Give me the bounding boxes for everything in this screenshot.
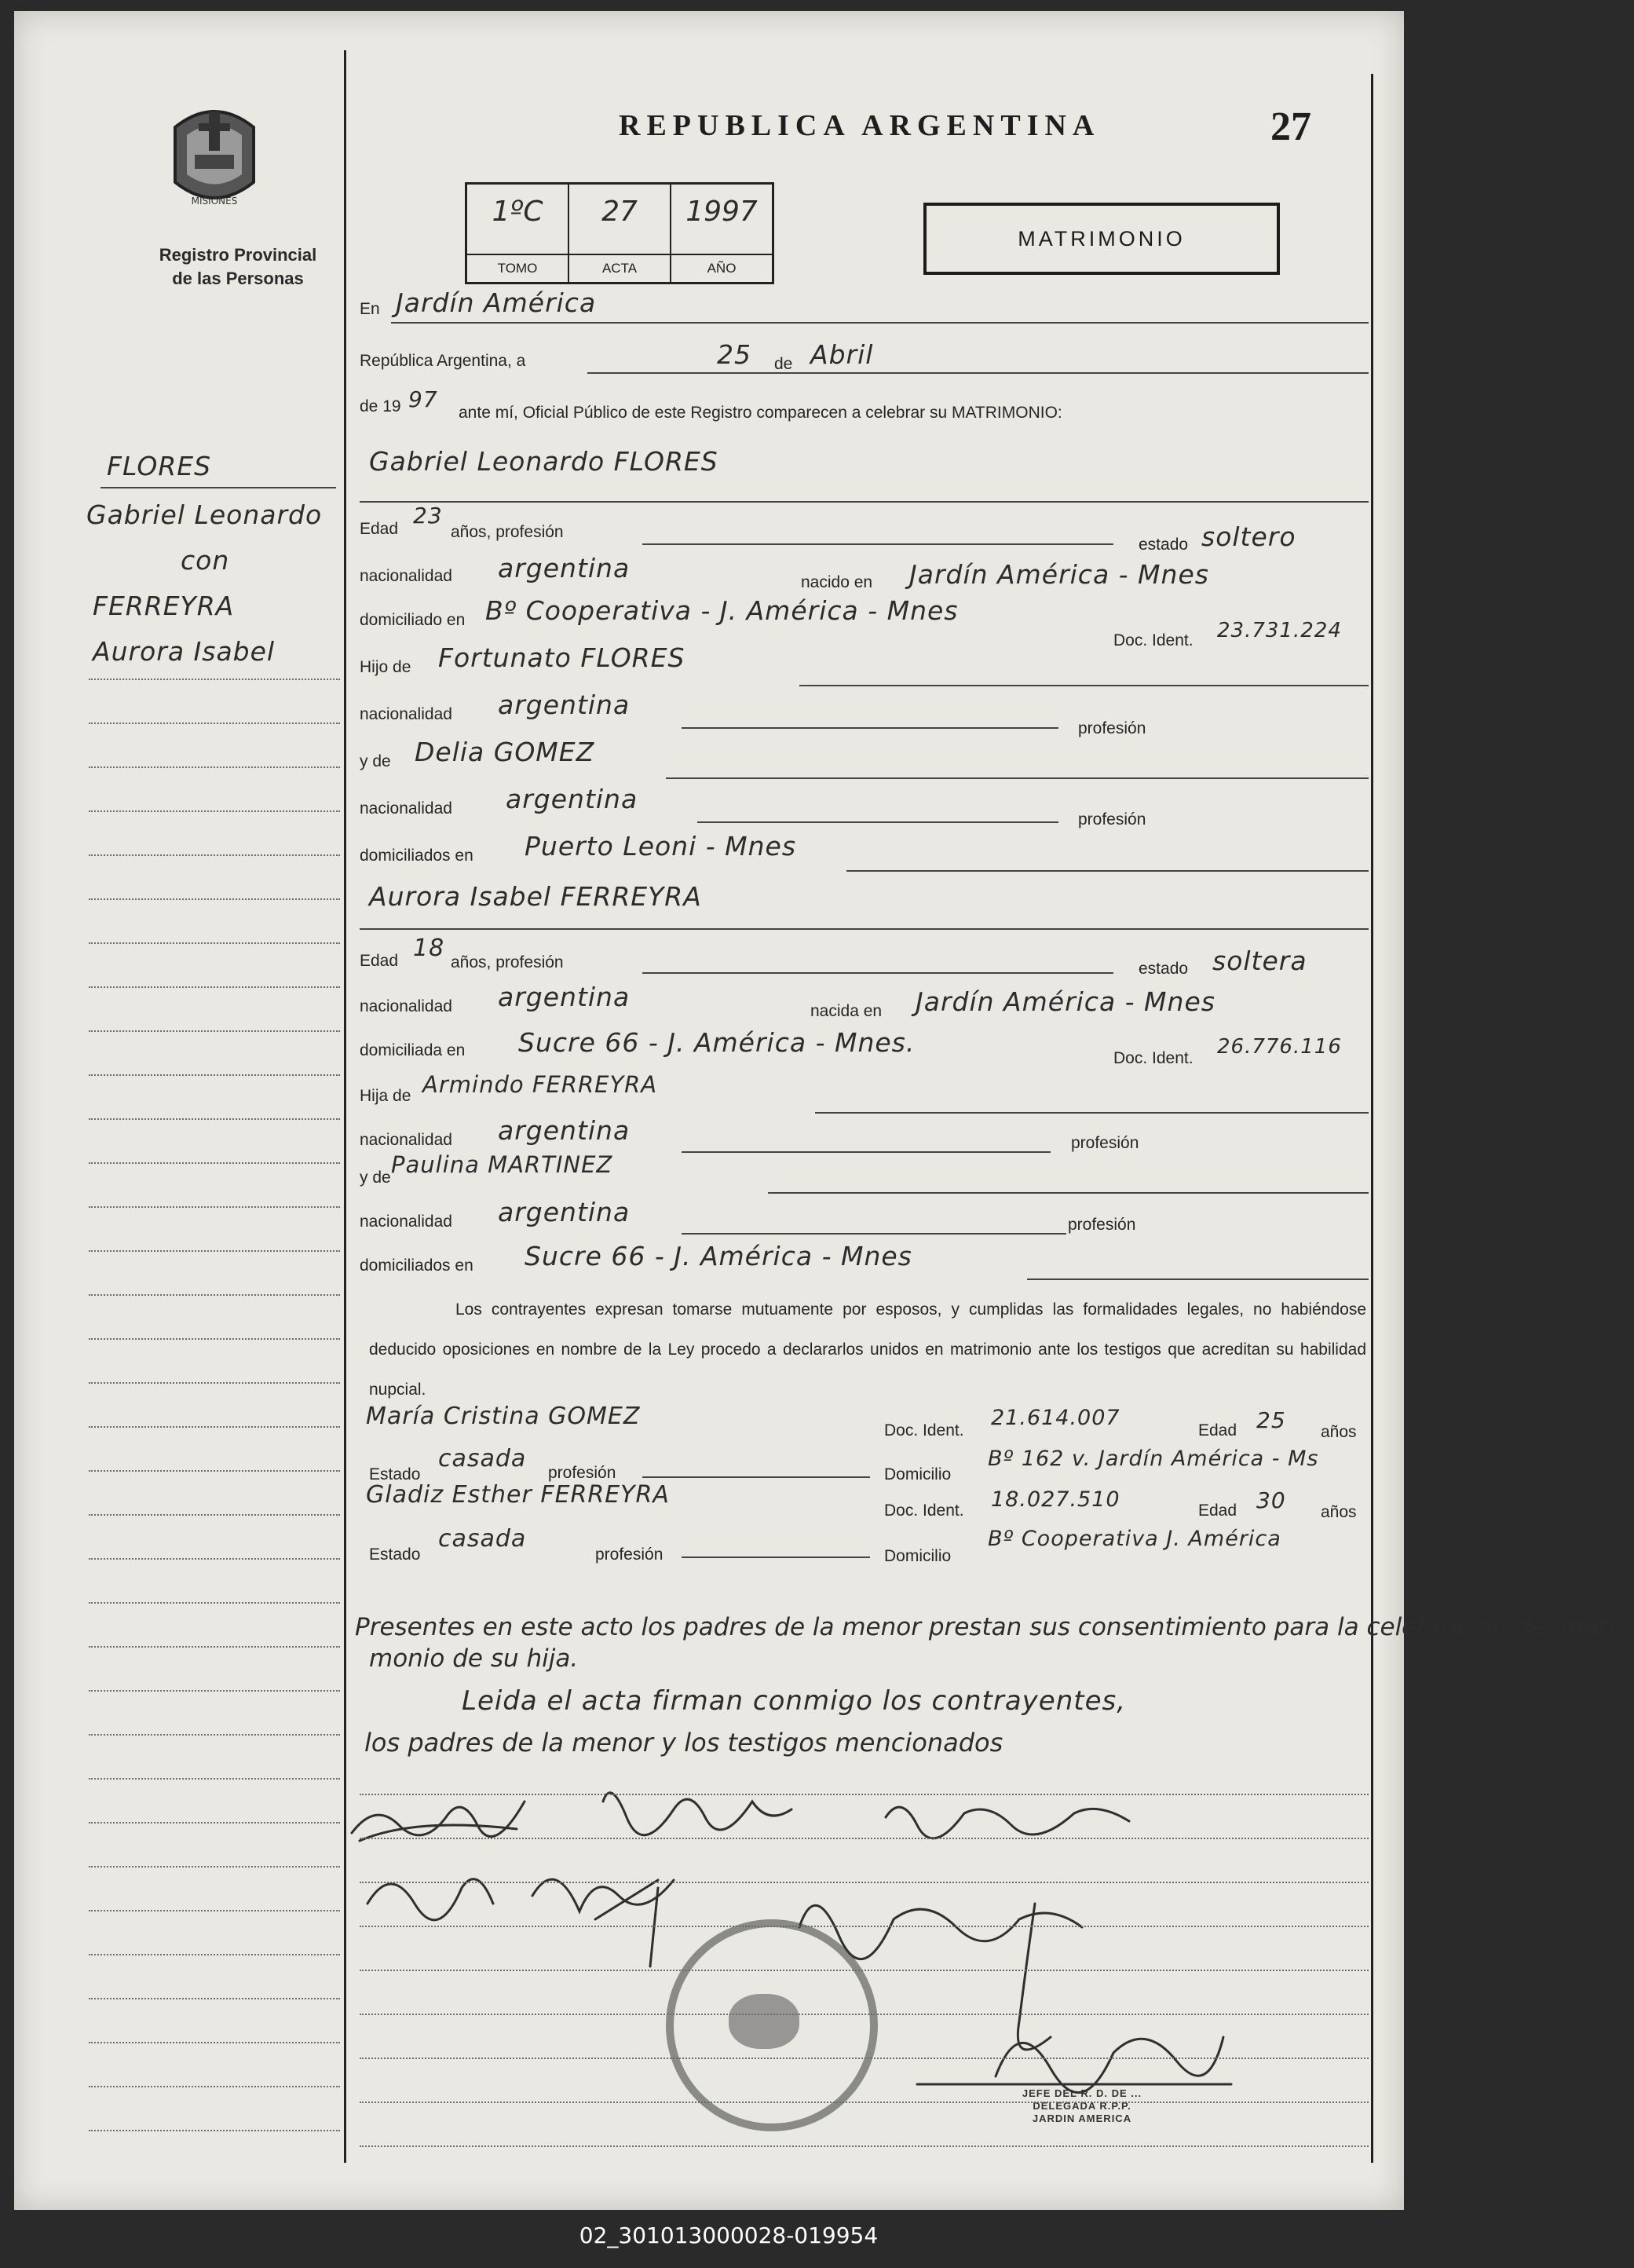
tomo-cell: 1ºC TOMO (467, 185, 569, 282)
footer-code: 02_301013000028-019954 (579, 2222, 879, 2248)
page-title: REPUBLICA ARGENTINA (619, 109, 1101, 142)
ruled-line (89, 986, 340, 988)
margin-surname-2: FERREYRA (93, 591, 235, 621)
svg-text:MISIONES: MISIONES (191, 196, 238, 207)
ruled-line (89, 2042, 340, 2043)
margin-given-names: Gabriel Leonardo (86, 499, 323, 530)
ruled-line (89, 1734, 340, 1736)
provincial-emblem-icon (163, 96, 265, 221)
ruled-line (89, 1602, 340, 1604)
place-field: Jardín América (396, 287, 597, 318)
ruled-line (89, 1030, 340, 1032)
bride-name: Aurora Isabel FERREYRA (369, 881, 702, 912)
ruled-line (89, 1514, 340, 1516)
ruled-line (89, 1470, 340, 1472)
ruled-line (89, 810, 340, 812)
page-number: 27 (1270, 104, 1311, 149)
registry-name: Registro Provincial de las Personas (159, 245, 317, 288)
ruled-line (360, 1926, 1369, 1927)
declaration-text: Los contrayentes expresan tomarse mutuamente por esposos, y cumplidas las formalidades legales, no habiéndose deducido oposiciones en nombre de la Ley procedo a declararlos unidos en matrimonio ante los testigos que acreditan su habilidad nupcial. (369, 1300, 1366, 1399)
month-field: Abril (810, 339, 874, 370)
ruled-line (89, 1866, 340, 1867)
ruled-line (360, 2014, 1369, 2015)
ruled-line (89, 1954, 340, 1955)
ruled-line (89, 1294, 340, 1296)
ruled-line (89, 1558, 340, 1560)
ruled-line (89, 1822, 340, 1824)
ruled-line (89, 942, 340, 944)
ruled-line (89, 722, 340, 724)
ruled-line (89, 2086, 340, 2087)
ruled-line (89, 1690, 340, 1692)
ruled-line (89, 1998, 340, 1999)
ruled-line (360, 2145, 1369, 2147)
document-type-box: MATRIMONIO (923, 203, 1280, 275)
ruled-line (89, 1074, 340, 1076)
ruled-line (360, 1838, 1369, 1839)
note-line-1: Presentes en este acto los padres de la menor prestan sus consentimiento para la celebración del matri- (355, 1613, 1634, 1641)
ruled-line (89, 1646, 340, 1648)
note-line-4: los padres de la menor y los testigos mencionados (364, 1728, 1003, 1758)
ruled-line (89, 1206, 340, 1208)
ruled-line (360, 1794, 1369, 1795)
ruled-line (89, 1910, 340, 1911)
ruled-line (89, 898, 340, 900)
ruled-line (89, 1778, 340, 1780)
ruled-line (89, 766, 340, 768)
ano-cell: 1997 AÑO (671, 185, 772, 282)
right-rule (1371, 74, 1373, 2163)
official-stamp: JEFE DEL R. D. DE ... DELEGADA R.P.P. JARDIN AMERICA (1022, 2087, 1142, 2124)
ruled-line (89, 1338, 340, 1340)
ruled-line (360, 2102, 1369, 2103)
register-page: MISIONES Registro Provincial de las Personas REPUBLICA ARGENTINA 27 1ºC TOMO 27 ACTA 1997 AÑO MATRIMONIO FLORES Gabriel Leonardo con FERREYRA Aurora Isabel En Jardín América República Argentina, a 25 de Abril de 19 97 ante mí, Oficial Público de este Registro comparecen a celebrar su MATRIMONIO: Gabriel Leonardo FLORES Edad 23 años, profesión estado soltero nacionalidad argentina nacido en Jardín América - Mnes domiciliado en Bº Cooperativa - J. América - Mnes Doc. Ident. 23.731.224 Hijo de Fortunato FLORES nacionalidad argentina profesión y de Delia GOMEZ nacionalidad argentina profesión domiciliados en Puerto Leoni - Mnes Aurora Isabel FERREYRA Edad 18 años, profesión estado soltera nacionalidad argentina nacida en Jardín América - Mnes domiciliada en Sucre 66 - J. América - Mnes. Doc. Ident. 26.776.116 Hija de Armindo FERREYRA nacionalidad argentina profesión y de Paulina MARTINEZ nacionalidad argentina profesión domiciliados en Sucre 66 - J. América - Mnes Los contrayentes expresan tomarse mutuamente por esposos, y cumplidas las formalidades legales, no habiéndose deducido oposiciones en nombre de la Ley procedo a declararlos unidos en matrimonio ante los testigos que acreditan su habilidad nupcial. María Cristina GOMEZ Doc. Ident. 21.614.007 Edad 25 años Estado casada profesión Domicilio Bº 162 v. Jardín América - Ms Gladiz Esther FERREYRA Doc. Ident. 18.027.510 Edad 30 años Estado casada profesión Domicilio Bº Cooperativa J. América Presentes en este acto los padres de la menor prestan sus consentimiento para la celebración del matri- monio de su hija. Leida el acta firman conmigo los contrayentes, los padres de la menor y los testigos mencionados JEFE DEL R. D. DE ... DELEGADA R.P.P. JARDIN AMERICA (14, 11, 1404, 2210)
margin-given-names-2: Aurora Isabel (93, 636, 276, 667)
ruled-line (89, 1382, 340, 1384)
ruled-line (360, 2058, 1369, 2059)
margin-surname: FLORES (107, 451, 212, 481)
witness-1-name: María Cristina GOMEZ (366, 1403, 641, 1430)
note-line-3: Leida el acta firman conmigo los contrayentes, (462, 1685, 1127, 1717)
ruled-line (360, 1882, 1369, 1883)
ruled-line (89, 1426, 340, 1428)
acta-cell: 27 ACTA (569, 185, 671, 282)
year-suffix: 97 (408, 386, 438, 412)
margin-con: con (181, 545, 230, 576)
ruled-line (89, 2130, 340, 2131)
ruled-line (89, 1162, 340, 1164)
note-line-2: monio de su hija. (369, 1644, 579, 1673)
ruled-line (89, 1250, 340, 1252)
ruled-line (89, 1118, 340, 1120)
witness-2-name: Gladiz Esther FERREYRA (366, 1481, 670, 1509)
day-field: 25 (717, 339, 751, 370)
ruled-line (89, 854, 340, 856)
ruled-line (360, 1970, 1369, 1971)
groom-name: Gabriel Leonardo FLORES (369, 446, 718, 477)
ruled-line (89, 679, 340, 680)
official-seal (666, 1919, 878, 2131)
record-id-box (465, 182, 774, 284)
